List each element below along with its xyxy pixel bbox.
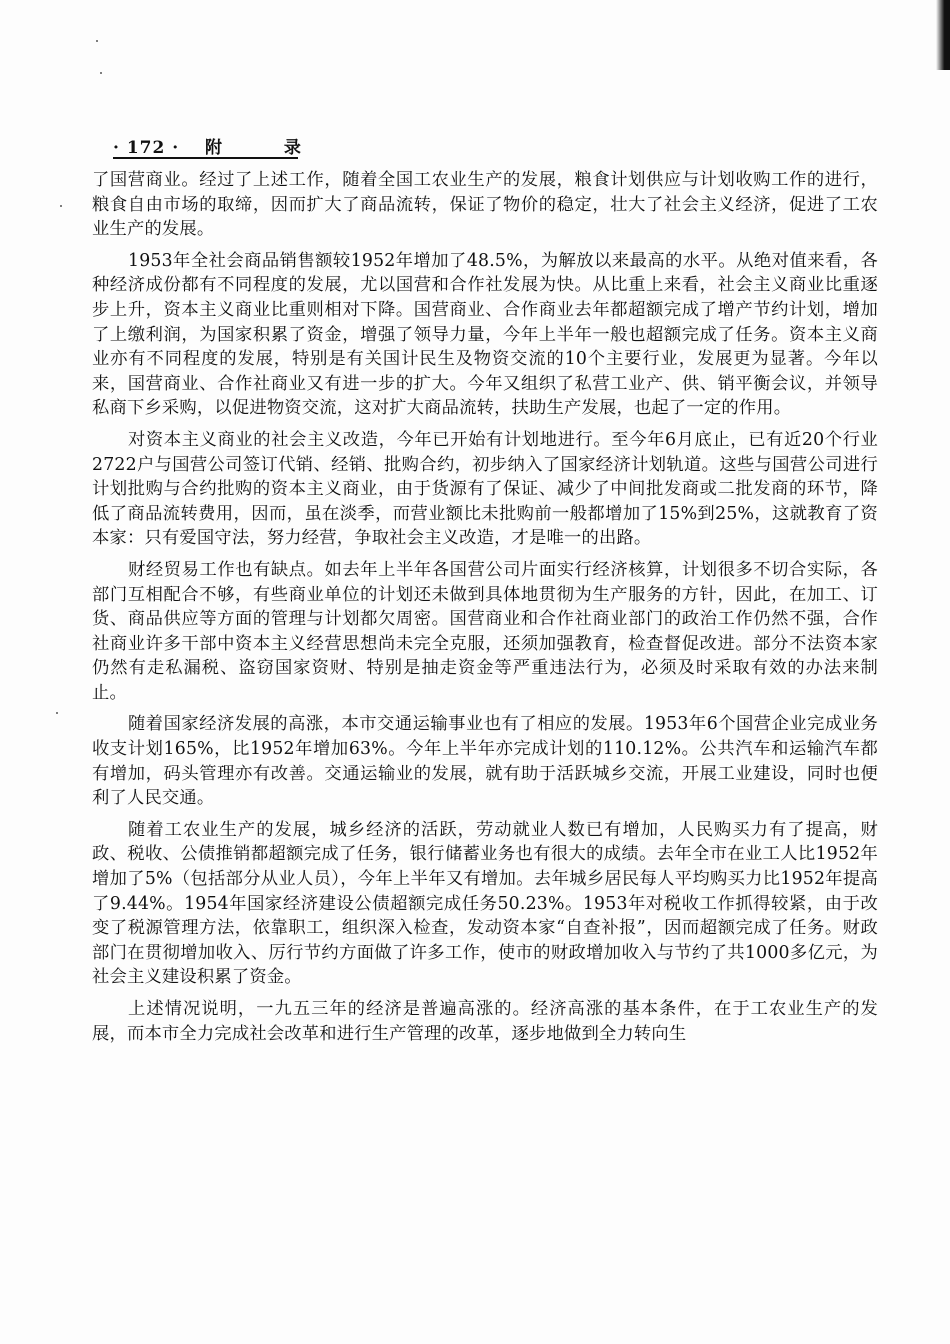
paragraph: 上述情况说明，一九五三年的经济是普遍高涨的。经济高涨的基本条件，在于工农业生产的发展，而本市全力完成社会改革和进行生产管理的改革，逐步地做到全力转向生 <box>92 999 878 1044</box>
running-header <box>113 133 329 159</box>
paragraph: 财经贸易工作也有缺点。如去年上半年各国营公司片面实行经济核算，计划很多不切合实际，各部门互相配合不够，有些商业单位的计划还未做到具体地贯彻为生产服务的方针，因此，在加工、订货、商品供应等方面的管理与计划都欠周密。国营商业和合作社商业部门的政治工作仍然不强，合作社商业许多干部中资本主义经营思想尚未完全克服，还须加强教育，检查督促改进。部分不法资本家仍然有走私漏税、盗窃国家资财、特别是抽走资金等严重违法行为，必须及时采取有效的办法来制止。 <box>92 559 878 703</box>
paragraph: 1953年全社会商品销售额较1952年增加了48.5%，为解放以来最高的水平。从绝对值来看，各种经济成份都有不同程度的发展，尤以国营和合作社发展为快。从比重上来看，社会主义商业比重逐步上升，资本主义商业比重则相对下降。国营商业、合作商业去年都超额完成了增产节约计划，增加了上缴利润，为国家积累了资金，增强了领导力量，今年上半年一般也超额完成了任务。资本主义商业亦有不同程度的发展，特别是有关国计民生及物资交流的10个主要行业，发展更为显著。今年以来，国营商业、合作社商业又有进一步的扩大。今年又组织了私营工业产、供、销平衡会议，并领导私商下乡采购，以促进物资交流，这对扩大商品流转，扶助生产发展，也起了一定的作用。 <box>92 250 878 419</box>
scan-speck <box>60 205 62 207</box>
paragraph: 随着国家经济发展的高涨，本市交通运输事业也有了相应的发展。1953年6个国营企业完成业务收支计划165%，比1952年增加63%。今年上半年亦完成计划的110.12%。公共汽车和运输汽车都有增加，码头管理亦有改善。交通运输业的发展，就有助于活跃城乡交流，开展工业建设，同时也便利了人民交通。 <box>92 714 878 809</box>
scan-speck <box>56 712 58 714</box>
page-number: · 172 · <box>113 138 180 158</box>
paragraph: 了国营商业。经过了上述工作，随着全国工农业生产的发展，粮食计划供应与计划收购工作的进行，粮食自由市场的取缔，因而扩大了商品流转，保证了物价的稳定，壮大了社会主义经济，促进了工农业生产的发展。 <box>92 170 878 240</box>
section-title: 附 录 <box>205 138 329 158</box>
paragraph: 随着工农业生产的发展，城乡经济的活跃，劳动就业人数已有增加，人民购买力有了提高，财政、税收、公债推销都超额完成了任务，银行储蓄业务也有很大的成绩。去年全市在业工人比1952年增加了5%（包括部分从业人员），今年上半年又有增加。去年城乡居民每人平均购买力比1952年提高了9.44%。1954年国家经济建设公债超额完成任务50.23%。1953年对税收工作抓得较紧，由于改变了税源管理方法，依靠职工，组织深入检查，发动资本家“自查补报”，因而超额完成了任务。财政部门在贯彻增加收入、厉行节约方面做了许多工作，使市的财政增加收入与节约了共1000多亿元，为社会主义建设积累了资金。 <box>92 819 878 988</box>
paragraph: 对资本主义商业的社会主义改造，今年已开始有计划地进行。至今年6月底止，已有近20个行业2722户与国营公司签订代销、经销、批购合约，初步纳入了国家经济计划轨道。这些与国营公司进行计划批购与合约批购的资本主义商业，由于货源有了保证、减少了中间批发商或二批发商的环节，降低了商品流转费用，因而，虽在淡季，而营业额比未批购前一般都增加了15%到25%，这就教育了资本家：只有爱国守法，努力经营，争取社会主义改造，才是唯一的出路。 <box>92 429 878 549</box>
scan-speck <box>96 40 98 42</box>
scan-speck <box>100 72 102 74</box>
body-text <box>92 168 878 1053</box>
scan-edge-shadow <box>936 0 950 70</box>
